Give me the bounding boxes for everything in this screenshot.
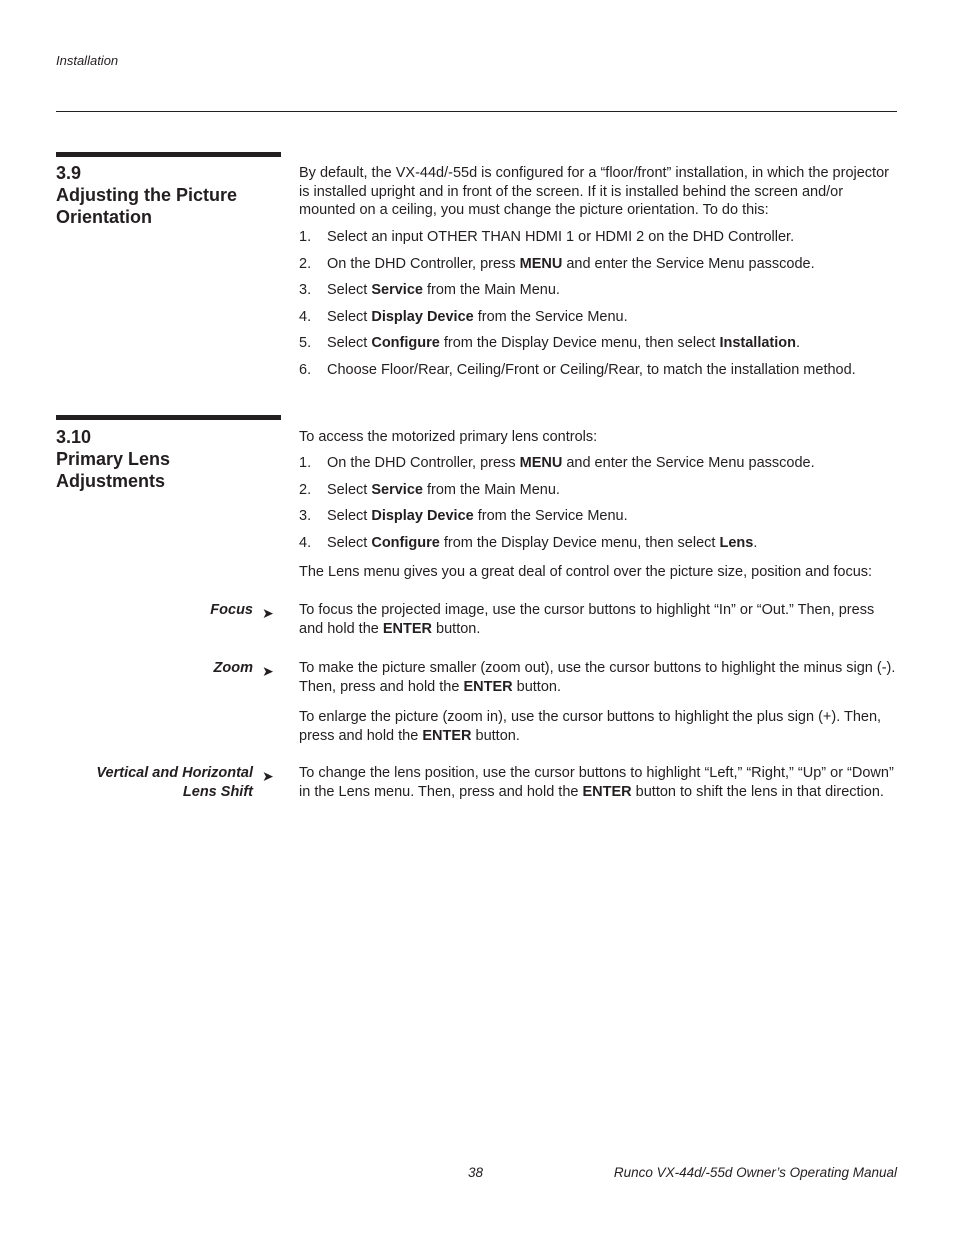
list-number: 3. xyxy=(299,508,312,524)
step-bold: MENU xyxy=(519,455,563,471)
lens-shift-paragraph: To change the lens position, use the cursor buttons to highlight “Left,” “Right,” “Up” or “Down” in the Lens menu. Then, press and hold the ENTER button to shift the lens in that direction. xyxy=(299,765,894,800)
section-number: 3.9 xyxy=(56,163,82,183)
section-title-line: Adjustments xyxy=(56,471,166,491)
step-text: from the Main Menu. xyxy=(422,282,560,298)
list-number: 4. xyxy=(299,534,312,551)
list-item xyxy=(299,481,899,500)
step-text: Select an input OTHER THAN HDMI 1 or HDMI 2 on the DHD Controller. xyxy=(327,229,795,245)
header-divider xyxy=(56,111,897,112)
section-title-line: Orientation xyxy=(56,207,153,227)
section-title-line: Primary Lens xyxy=(56,449,171,469)
arrow-right-icon: ➤ xyxy=(262,768,274,784)
section-rule xyxy=(56,152,281,157)
section-rule xyxy=(56,415,281,420)
step-bold: Configure xyxy=(371,534,440,551)
step-text: . xyxy=(796,335,801,351)
step-bold: MENU xyxy=(519,255,563,272)
step-text: Select xyxy=(327,508,372,524)
zoom-in-paragraph: To enlarge the picture (zoom in), use the cursor buttons to highlight the plus sign (+). Then, press and hold the ENTER button. xyxy=(299,709,882,744)
step-text: On the DHD Controller, press xyxy=(327,455,520,471)
step-text: from the Display Device menu, then select xyxy=(439,335,720,351)
step-text: Select xyxy=(327,534,372,551)
step-text: Choose Floor/Rear, Ceiling/Front or Ceiling/Rear, to match the installation method. xyxy=(327,361,856,378)
step-text: from the Service Menu. xyxy=(473,508,628,524)
list-number: 1. xyxy=(299,455,312,471)
step-bold: Service xyxy=(371,481,423,498)
step-text: and enter the Service Menu passcode. xyxy=(562,455,815,471)
list-number: 3. xyxy=(299,282,312,298)
step-text: from the Main Menu. xyxy=(422,481,560,498)
step-bold: Configure xyxy=(371,335,440,351)
zoom-label: Zoom xyxy=(213,660,253,676)
section-title-line: Adjusting the Picture xyxy=(56,185,238,205)
section-heading xyxy=(56,426,281,492)
list-number: 2. xyxy=(299,255,312,272)
step-text: On the DHD Controller, press xyxy=(327,255,520,272)
list-item xyxy=(299,255,899,274)
list-item xyxy=(299,334,899,353)
step-text: from the Service Menu. xyxy=(473,308,628,325)
lens-menu-paragraph: The Lens menu gives you a great deal of control over the picture size, position and focus: xyxy=(299,564,873,580)
running-header: Installation xyxy=(56,53,119,68)
list-number: 4. xyxy=(299,308,312,325)
page-number: 38 xyxy=(468,1165,484,1180)
arrow-right-icon: ➤ xyxy=(262,605,274,621)
step-bold: Installation xyxy=(719,335,797,351)
focus-label: Focus xyxy=(210,602,253,618)
step-text: and enter the Service Menu passcode. xyxy=(562,255,815,272)
section-heading xyxy=(56,162,281,228)
list-number: 5. xyxy=(299,335,312,351)
list-number: 2. xyxy=(299,481,312,498)
step-bold: Lens xyxy=(719,534,754,551)
list-item xyxy=(299,308,899,327)
list-item xyxy=(299,228,899,247)
list-item xyxy=(299,507,899,526)
zoom-out-paragraph: To make the picture smaller (zoom out), use the cursor buttons to highlight the minus sign (-). Then, press and hold the ENTER button. xyxy=(299,660,896,695)
list-number: 6. xyxy=(299,361,312,378)
step-bold: Display Device xyxy=(371,308,474,325)
intro-paragraph: By default, the VX-44d/-55d is configured for a “floor/front” installation, in which the projector is installed upright and in front of the screen. If it is installed behind the screen and/or mounted on a ceiling, you must change the picture orientation. To do this: xyxy=(299,165,889,218)
step-text: Select xyxy=(327,308,372,325)
step-text: Select xyxy=(327,481,372,498)
manual-title: Runco VX-44d/-55d Owner’s Operating Manual xyxy=(613,1165,897,1180)
arrow-right-icon: ➤ xyxy=(262,663,274,679)
step-text: Select xyxy=(327,282,372,298)
list-number: 1. xyxy=(299,229,312,245)
step-bold: Service xyxy=(371,282,423,298)
list-item xyxy=(299,281,899,300)
list-item xyxy=(299,534,899,553)
step-bold: Display Device xyxy=(371,508,474,524)
focus-paragraph: To focus the projected image, use the cursor buttons to highlight “In” or “Out.” Then, press and hold the ENTER button. xyxy=(299,602,875,637)
lens-shift-label: Vertical and Horizontal Lens Shift xyxy=(96,765,253,800)
step-text: from the Display Device menu, then select xyxy=(439,534,720,551)
intro-paragraph: To access the motorized primary lens controls: xyxy=(299,429,598,445)
step-text: . xyxy=(753,534,758,551)
step-text: Select xyxy=(327,335,372,351)
list-item xyxy=(299,454,899,473)
section-number: 3.10 xyxy=(56,427,92,447)
list-item xyxy=(299,361,899,380)
